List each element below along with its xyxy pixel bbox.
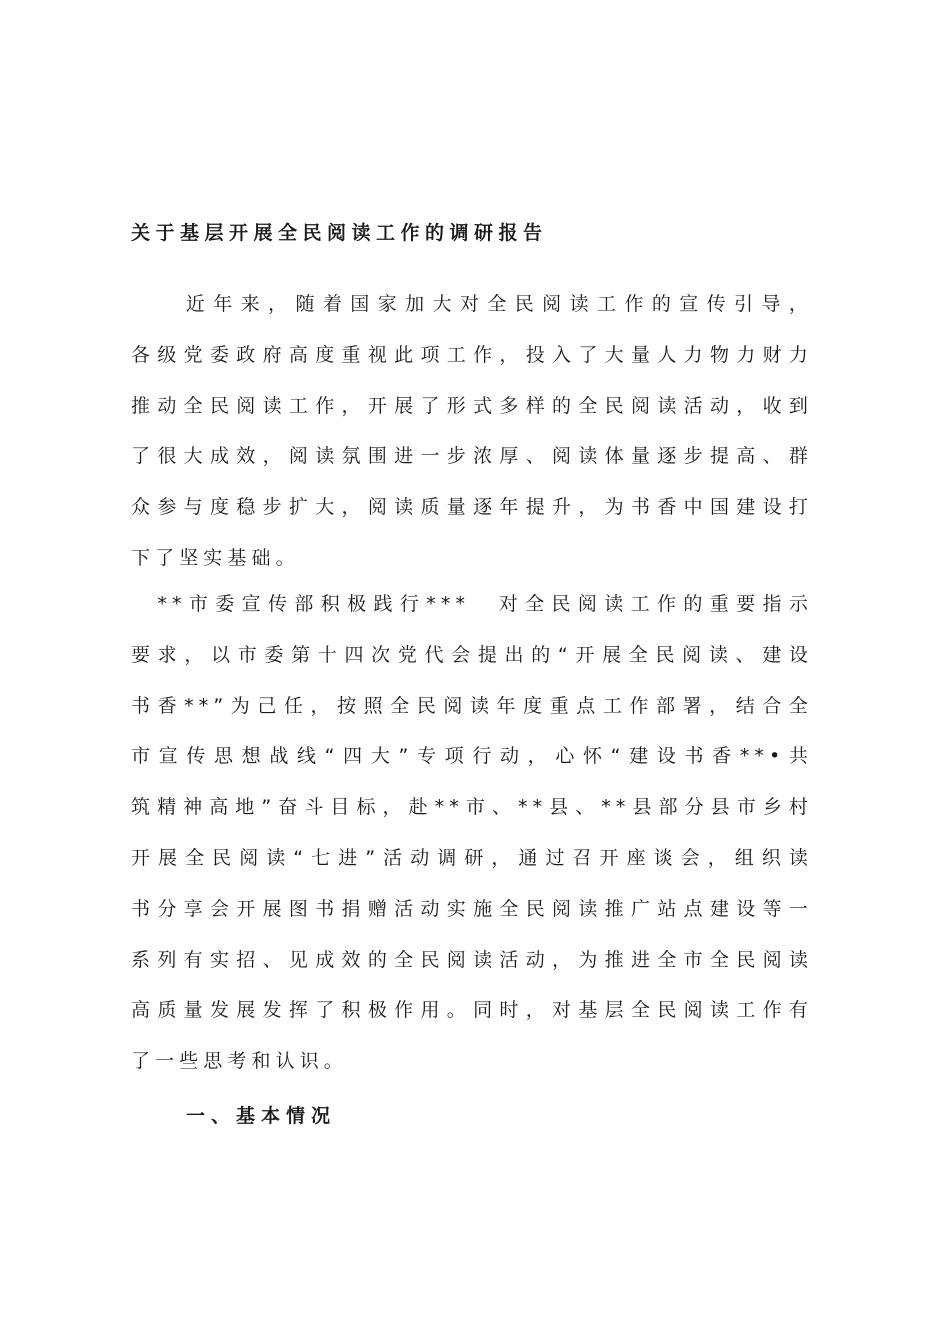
document-title: 关于基层开展全民阅读工作的调研报告 [131,222,548,244]
paragraph-line: 市宣传思想战线“四大”专项行动，心怀“建设书香**•共 [131,745,813,768]
paragraph-line: 众参与度稳步扩大，阅读质量逐年提升，为书香中国建设打 [131,496,813,519]
paragraph-line: 书分享会开展图书捐赠活动实施全民阅读推广站点建设等一 [131,897,813,920]
paragraph-line: 高质量发展发挥了积极作用。同时，对基层全民阅读工作有 [131,999,813,1022]
paragraph-line: 筑精神高地”奋斗目标，赴**市、**县、**县部分县市乡村 [131,796,813,819]
paragraph-line: 了很大成效，阅读氛围进一步浓厚、阅读体量逐步提高、群 [131,445,813,468]
paragraph-line: 开展全民阅读“七进”活动调研，通过召开座谈会，组织读 [131,846,813,869]
paragraph-line: **市委宣传部积极践行*** 对全民阅读工作的重要指示 [131,593,813,615]
section-heading: 一、基本情况 [186,1105,337,1127]
paragraph-line: 近年来，随着国家加大对全民阅读工作的宣传引导， [131,293,813,315]
paragraph-line: 了一些思考和认识。 [131,1050,348,1073]
paragraph-line: 下了坚实基础。 [131,546,300,569]
paragraph-line: 系列有实招、见成效的全民阅读活动，为推进全市全民阅读 [131,948,813,971]
paragraph-line: 书香**”为己任，按照全民阅读年度重点工作部署，结合全 [131,694,813,717]
paragraph-line: 推动全民阅读工作，开展了形式多样的全民阅读活动，收到 [131,394,813,417]
paragraph-department [131,579,813,1087]
paragraph-line: 各级党委政府高度重视此项工作，投入了大量人力物力财力 [131,343,813,366]
paragraph-line: 要求，以市委第十四次党代会提出的“开展全民阅读、建设 [131,643,813,666]
paragraph-intro [131,279,813,584]
